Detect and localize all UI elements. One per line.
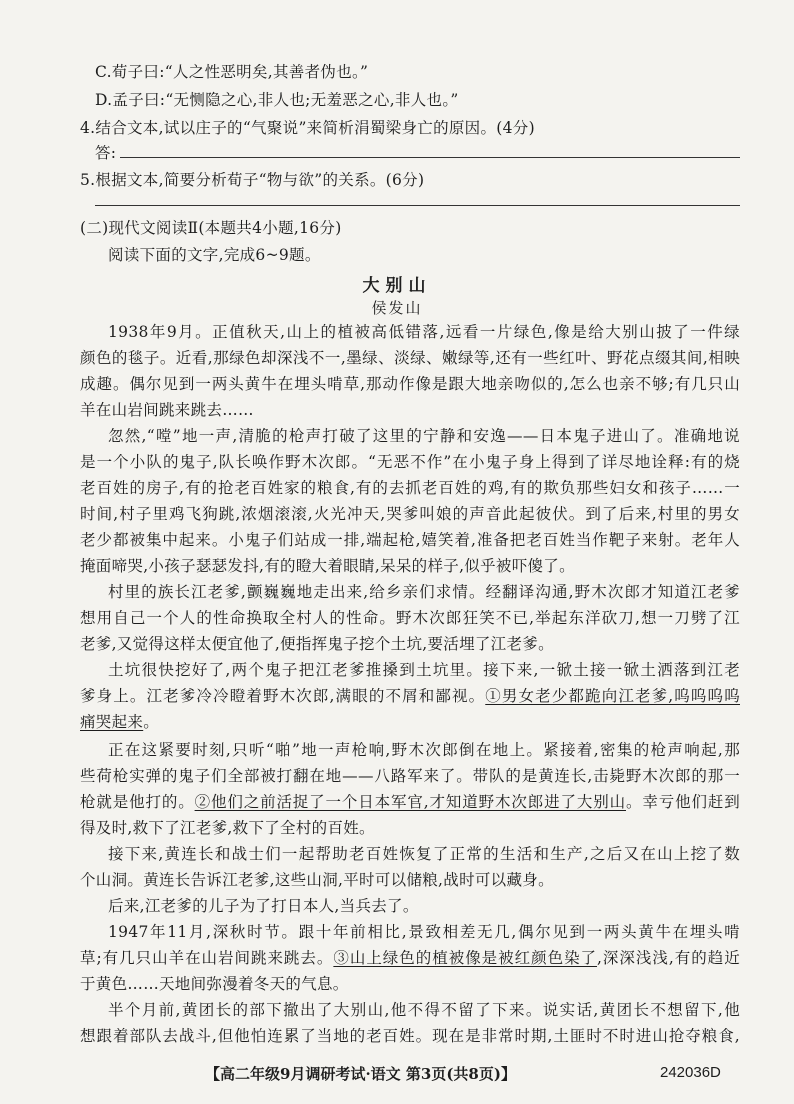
p8-line — [80, 948, 740, 968]
p2-line: 老百姓的房子,有的抢老百姓家的粮食,有的去抓老百姓的鸡,有的欺负那些妇女和孩子……一 — [80, 479, 740, 497]
p1-line: 颜色的毯子。近看,那绿色却深浅不一,墨绿、淡绿、嫩绿等,还有一些红叶、野花点缀其间,相映 — [80, 349, 740, 367]
p5-text: 枪就是他打的。 — [80, 793, 195, 811]
p2-line: 忽然,“嘡”地一声,清脆的枪声打破了这里的宁静和安逸——日本鬼子进山了。准确地说 — [108, 427, 740, 445]
p5-text: 。幸亏他们赶到 — [625, 793, 740, 811]
p8-line: 于黄色……天地间弥漫着冬天的气息。 — [80, 975, 349, 993]
underlined-sentence-3: ③山上绿色的植被像是被红颜色染了 — [333, 949, 598, 967]
p2-line: 是一个小队的鬼子,队长唤作野木次郎。“无恶不作”在小鬼子身上得到了详尽地诠释:有的烧 — [80, 453, 740, 471]
option-c: C.荀子曰:“人之性恶明矣,其善者伪也。” — [95, 63, 369, 81]
p1-line: 1938年9月。正值秋天,山上的植被高低错落,远看一片绿色,像是给大别山披了一件绿 — [108, 323, 740, 341]
answer-line-5[interactable] — [95, 205, 740, 206]
exam-code: 242036D — [660, 1064, 721, 1081]
section-instruction: 阅读下面的文字,完成6~9题。 — [108, 246, 321, 264]
article-title: 大别山 — [362, 276, 432, 296]
p2-line: 掩面啼哭,小孩子瑟瑟发抖,有的瞪大着眼睛,呆呆的样子,似乎被吓傻了。 — [80, 557, 575, 575]
option-d: D.孟子曰:“无恻隐之心,非人也;无羞恶之心,非人也。” — [95, 91, 459, 109]
section-heading: (二)现代文阅读Ⅱ(本题共4小题,16分) — [80, 219, 342, 237]
p2-line: 时间,村子里鸡飞狗跳,浓烟滚滚,火光冲天,哭爹叫娘的声音此起彼伏。到了后来,村里的男女 — [80, 505, 740, 523]
p9-line: 想跟着部队去战斗,但他怕连累了当地的老百姓。现在是非常时期,土匪时不时进山抢夺粮食, — [80, 1027, 740, 1045]
p4-text: 。 — [143, 713, 160, 731]
underlined-sentence-1-end: 痛哭起来 — [80, 713, 144, 731]
answer-label-4: 答: — [95, 144, 117, 162]
p2-line: 老少都被集中起来。小鬼子们站成一排,端起枪,嬉笑着,准备把老百姓当作靶子来射。老年人 — [80, 531, 740, 549]
p4-line — [80, 686, 740, 706]
underlined-sentence-1: ①男女老少都跪向江老爹,呜呜呜呜 — [485, 687, 740, 705]
p9-line: 半个月前,黄团长的部下撤出了大别山,他不得不留了下来。说实话,黄团长不想留下,他 — [108, 1001, 740, 1019]
p8-text: ,深深浅浅,有的趋近 — [597, 949, 740, 967]
p3-line: 村里的族长江老爹,颤巍巍地走出来,给乡亲们求情。经翻译沟通,野木次郎才知道江老爹 — [108, 583, 740, 601]
p5-line: 正在这紧要时刻,只听“啪”地一声枪响,野木次郎倒在地上。紧接着,密集的枪声响起,那 — [108, 741, 740, 759]
answer-line-4[interactable] — [120, 157, 740, 158]
p6-line: 接下来,黄连长和战士们一起帮助老百姓恢复了正常的生活和生产,之后又在山上挖了数 — [108, 845, 740, 863]
p3-line: 老爹,又觉得这样太便宜他了,便指挥鬼子挖个土坑,要活埋了江老爹。 — [80, 635, 554, 653]
underlined-sentence-2: ②他们之前活捉了一个日本军官,才知道野木次郎进了大别山 — [194, 793, 626, 811]
p8-text: 草;有几只山羊在山岩间跳来跳去。 — [80, 949, 334, 967]
p8-line: 1947年11月,深秋时节。跟十年前相比,景致相差无几,偶尔见到一两头黄牛在埋头啃 — [108, 923, 740, 941]
p3-line: 想用自己一个人的性命换取全村人的性命。野木次郎狂笑不已,举起东洋砍刀,想一刀劈了江 — [80, 609, 740, 627]
p5-line: 得及时,救下了江老爹,救下了全村的百姓。 — [80, 819, 375, 837]
question-5: 5.根据文本,简要分析荀子“物与欲”的关系。(6分) — [80, 171, 425, 189]
p4-line: 土坑很快挖好了,两个鬼子把江老爹推搡到土坑里。接下来,一锨土接一锨土洒落到江老 — [108, 661, 740, 679]
p4-line — [80, 712, 740, 732]
p7-line: 后来,江老爹的儿子为了打日本人,当兵去了。 — [108, 897, 419, 915]
p1-line: 羊在山岩间跳来跳去…… — [80, 401, 254, 419]
p1-line: 成趣。偶尔见到一两头黄牛在埋头啃草,那动作像是跟大地亲吻似的,怎么也亲不够;有几只山 — [80, 375, 740, 393]
question-4: 4.结合文本,试以庄子的“气聚说”来简析涓蜀梁身亡的原因。(4分) — [80, 119, 535, 137]
article-author: 侯发山 — [371, 299, 423, 317]
p5-line — [80, 792, 740, 812]
p6-line: 个山洞。黄连长告诉江老爹,这些山洞,平时可以储粮,战时可以藏身。 — [80, 871, 554, 889]
page-footer: 【高二年级9月调研考试·语文 第3页(共8页)】 — [205, 1065, 516, 1083]
p5-line: 些荷枪实弹的鬼子们全部被打翻在地——八路军来了。带队的是黄连长,击毙野木次郎的那一 — [80, 767, 740, 785]
p4-text: 爹身上。江老爹冷冷瞪着野木次郎,满眼的不屑和鄙视。 — [80, 687, 486, 705]
